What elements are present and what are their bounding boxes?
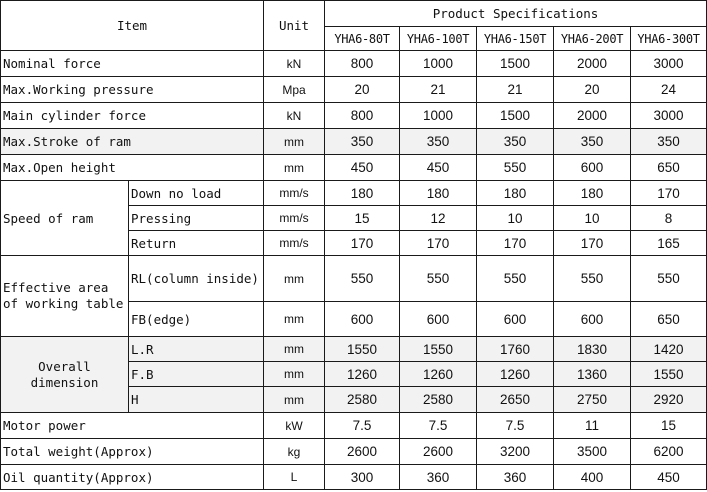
table-row: [1, 337, 707, 362]
value-cell: 7.5: [477, 413, 554, 439]
group-label-speed: Speed of ram: [1, 181, 129, 256]
table-row: [1, 439, 707, 465]
group-label-table-area: Effective area of working table: [1, 256, 129, 337]
value-cell: 2750: [554, 387, 631, 413]
value-cell: 11: [554, 413, 631, 439]
value-cell: 550: [554, 256, 631, 302]
table-row: [1, 465, 707, 490]
sub-label: F.B: [129, 362, 264, 387]
value-cell: 21: [477, 77, 554, 103]
value-cell: 1000: [400, 103, 477, 129]
value-cell: 600: [325, 302, 400, 337]
value-cell: 1420: [631, 337, 707, 362]
row-unit: mm: [264, 362, 325, 387]
value-cell: 7.5: [400, 413, 477, 439]
value-cell: 24: [631, 77, 707, 103]
value-cell: 3200: [477, 439, 554, 465]
row-unit: mm: [264, 337, 325, 362]
value-cell: 1260: [477, 362, 554, 387]
value-cell: 360: [400, 465, 477, 490]
row-unit: mm/s: [264, 181, 325, 206]
row-unit: L: [264, 465, 325, 490]
row-unit: kW: [264, 413, 325, 439]
value-cell: 1260: [400, 362, 477, 387]
value-cell: 170: [554, 231, 631, 256]
table-row: [1, 77, 707, 103]
sub-label: Return: [129, 231, 264, 256]
value-cell: 650: [631, 302, 707, 337]
group-label-overall: Overall dimension: [1, 337, 129, 413]
table-row: [1, 256, 707, 302]
value-cell: 2650: [477, 387, 554, 413]
row-unit: mm/s: [264, 206, 325, 231]
header-product-specs: Product Specifications: [325, 1, 707, 27]
sub-label: FB(edge): [129, 302, 264, 337]
value-cell: 10: [554, 206, 631, 231]
table-row: [1, 181, 707, 206]
value-cell: 800: [325, 51, 400, 77]
value-cell: 8: [631, 206, 707, 231]
value-cell: 15: [631, 413, 707, 439]
row-label: Total weight(Approx): [1, 439, 264, 465]
row-label: Main cylinder force: [1, 103, 264, 129]
value-cell: 1500: [477, 103, 554, 129]
value-cell: 550: [631, 256, 707, 302]
value-cell: 21: [400, 77, 477, 103]
value-cell: 600: [477, 302, 554, 337]
value-cell: 1830: [554, 337, 631, 362]
value-cell: 15: [325, 206, 400, 231]
value-cell: 350: [325, 129, 400, 155]
value-cell: 650: [631, 155, 707, 181]
value-cell: 6200: [631, 439, 707, 465]
value-cell: 2000: [554, 103, 631, 129]
value-cell: 2920: [631, 387, 707, 413]
value-cell: 350: [400, 129, 477, 155]
value-cell: 450: [400, 155, 477, 181]
value-cell: 600: [400, 302, 477, 337]
sub-label: RL(column inside): [129, 256, 264, 302]
value-cell: 180: [554, 181, 631, 206]
value-cell: 1550: [400, 337, 477, 362]
value-cell: 300: [325, 465, 400, 490]
value-cell: 350: [477, 129, 554, 155]
row-unit: mm/s: [264, 231, 325, 256]
value-cell: 180: [477, 181, 554, 206]
value-cell: 170: [631, 181, 707, 206]
value-cell: 600: [554, 302, 631, 337]
table-row: [1, 155, 707, 181]
value-cell: 2580: [400, 387, 477, 413]
value-cell: 350: [631, 129, 707, 155]
value-cell: 360: [477, 465, 554, 490]
table-row: [1, 413, 707, 439]
row-unit: Mpa: [264, 77, 325, 103]
row-unit: mm: [264, 256, 325, 302]
row-label: Nominal force: [1, 51, 264, 77]
value-cell: 550: [477, 256, 554, 302]
row-unit: mm: [264, 302, 325, 337]
value-cell: 3000: [631, 103, 707, 129]
model-header: YHA6-200T: [554, 27, 631, 51]
value-cell: 3000: [631, 51, 707, 77]
model-header: YHA6-150T: [477, 27, 554, 51]
value-cell: 400: [554, 465, 631, 490]
value-cell: 12: [400, 206, 477, 231]
value-cell: 2600: [400, 439, 477, 465]
value-cell: 1760: [477, 337, 554, 362]
value-cell: 10: [477, 206, 554, 231]
header-unit: Unit: [264, 1, 325, 51]
value-cell: 1000: [400, 51, 477, 77]
value-cell: 170: [325, 231, 400, 256]
model-header: YHA6-100T: [400, 27, 477, 51]
value-cell: 1360: [554, 362, 631, 387]
table-row: [1, 103, 707, 129]
row-label: Oil quantity(Approx): [1, 465, 264, 490]
value-cell: 1550: [325, 337, 400, 362]
row-label: Motor power: [1, 413, 264, 439]
table-row: [1, 51, 707, 77]
value-cell: 450: [631, 465, 707, 490]
sub-label: Pressing: [129, 206, 264, 231]
row-label: Max.Open height: [1, 155, 264, 181]
value-cell: 2000: [554, 51, 631, 77]
value-cell: 170: [477, 231, 554, 256]
value-cell: 170: [400, 231, 477, 256]
value-cell: 1500: [477, 51, 554, 77]
value-cell: 180: [325, 181, 400, 206]
value-cell: 20: [325, 77, 400, 103]
row-label: Max.Working pressure: [1, 77, 264, 103]
model-header: YHA6-300T: [631, 27, 707, 51]
value-cell: 550: [325, 256, 400, 302]
value-cell: 1260: [325, 362, 400, 387]
value-cell: 180: [400, 181, 477, 206]
row-unit: mm: [264, 155, 325, 181]
value-cell: 550: [400, 256, 477, 302]
sub-label: H: [129, 387, 264, 413]
value-cell: 550: [477, 155, 554, 181]
value-cell: 1550: [631, 362, 707, 387]
value-cell: 600: [554, 155, 631, 181]
value-cell: 20: [554, 77, 631, 103]
table-row: [1, 129, 707, 155]
value-cell: 350: [554, 129, 631, 155]
row-unit: mm: [264, 387, 325, 413]
value-cell: 3500: [554, 439, 631, 465]
value-cell: 800: [325, 103, 400, 129]
row-unit: kN: [264, 103, 325, 129]
value-cell: 2600: [325, 439, 400, 465]
header-item: Item: [1, 1, 264, 51]
value-cell: 7.5: [325, 413, 400, 439]
value-cell: 450: [325, 155, 400, 181]
value-cell: 165: [631, 231, 707, 256]
value-cell: 2580: [325, 387, 400, 413]
sub-label: Down no load: [129, 181, 264, 206]
row-unit: kg: [264, 439, 325, 465]
row-unit: mm: [264, 129, 325, 155]
sub-label: L.R: [129, 337, 264, 362]
row-unit: kN: [264, 51, 325, 77]
row-label: Max.Stroke of ram: [1, 129, 264, 155]
model-header: YHA6-80T: [325, 27, 400, 51]
